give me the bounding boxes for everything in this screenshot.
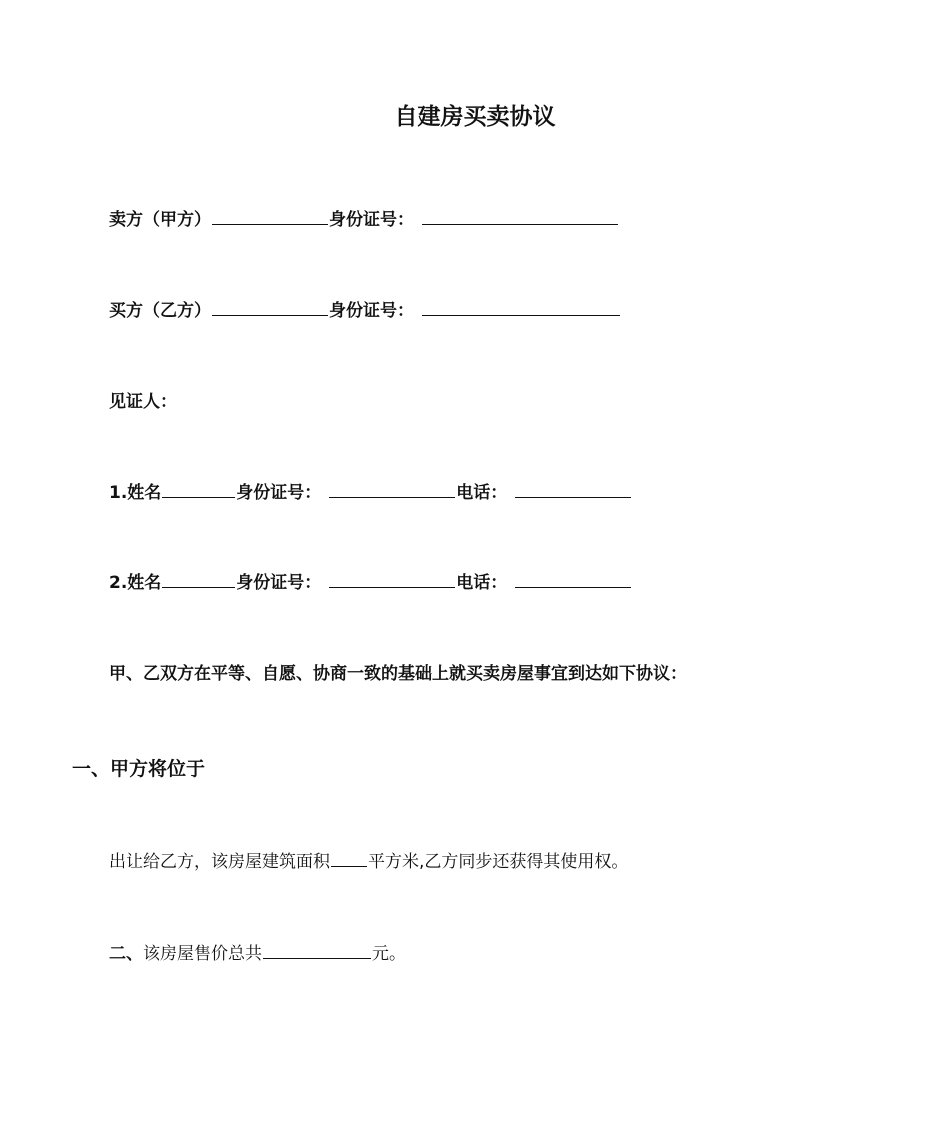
area-blank	[331, 851, 367, 867]
seller-id-blank	[422, 209, 618, 225]
witness2-phone-label: 电话：	[456, 573, 508, 593]
witness2-name-blank	[162, 572, 235, 588]
witness1-name-label: 1.姓名	[109, 483, 162, 503]
witness1-name-blank	[162, 482, 235, 498]
witness2-name-label: 2.姓名	[109, 573, 162, 593]
witness1-id-label: 身份证号：	[236, 483, 322, 503]
witness2-line	[109, 571, 632, 595]
witness1-line	[109, 481, 632, 505]
witness-heading: 见证人：	[109, 392, 177, 412]
section1-text-before: 出让给乙方，该房屋建筑面积	[109, 852, 330, 872]
seller-id-label: 身份证号：	[329, 210, 414, 230]
buyer-line	[109, 299, 621, 323]
section1-text-after: 平方米,乙方同步还获得其使用权。	[368, 852, 629, 872]
section1-heading: 一、甲方将位于	[72, 758, 206, 780]
buyer-id-blank	[422, 300, 620, 316]
section2-text-before: 该房屋售价总共	[143, 944, 262, 964]
agreement-intro: 甲、乙双方在平等、自愿、协商一致的基础上就买卖房屋事宜到达如下协议：	[109, 664, 687, 684]
section2-text	[109, 942, 406, 966]
section2-number: 二、	[109, 944, 143, 964]
witness2-id-label: 身份证号：	[236, 573, 322, 593]
witness1-phone-label: 电话：	[456, 483, 508, 503]
witness1-phone-blank	[515, 482, 631, 498]
witness2-phone-blank	[515, 572, 631, 588]
section2-text-after: 元。	[372, 944, 406, 964]
buyer-id-label: 身份证号：	[329, 301, 414, 321]
witness1-id-blank	[329, 482, 455, 498]
document-title: 自建房买卖协议	[394, 104, 556, 130]
section1-text	[109, 850, 628, 874]
seller-name-blank	[212, 209, 328, 225]
witness2-id-blank	[329, 572, 455, 588]
seller-label: 卖方（甲方）	[109, 210, 211, 230]
price-blank	[263, 943, 371, 959]
buyer-name-blank	[212, 300, 328, 316]
seller-line	[109, 208, 619, 232]
buyer-label: 买方（乙方）	[109, 301, 211, 321]
